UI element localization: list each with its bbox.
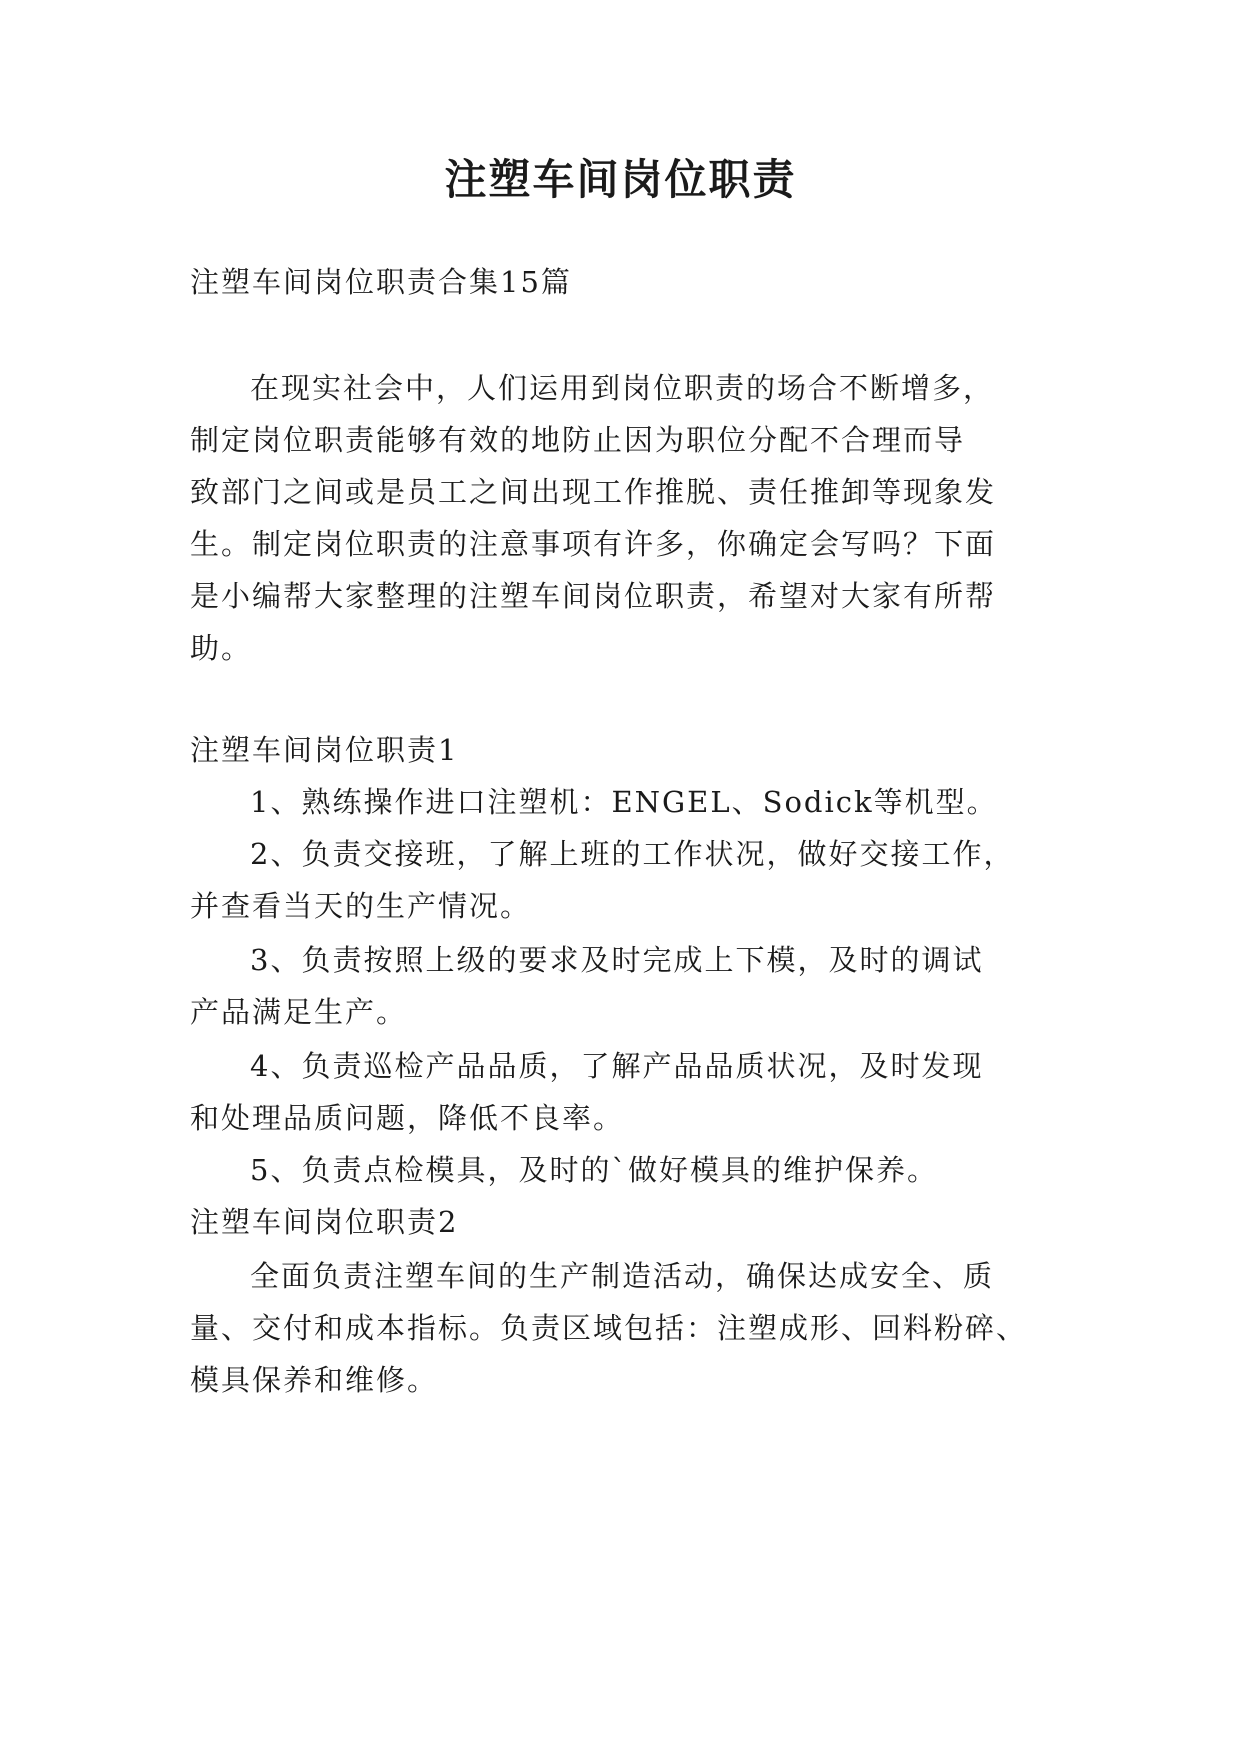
section1-line: 3、负责按照上级的要求及时完成上下模，及时的调试 [250, 943, 984, 977]
section1-line: 产品满足生产。 [190, 995, 408, 1029]
intro-line: 是小编帮大家整理的注塑车间岗位职责，希望对大家有所帮 [190, 579, 997, 613]
section1-line: 1、熟练操作进口注塑机：ENGEL、Sodick等机型。 [250, 785, 998, 819]
section2-line: 全面负责注塑车间的生产制造活动，确保达成安全、质 [250, 1259, 995, 1293]
section-heading-2: 注塑车间岗位职责2 [190, 1205, 459, 1239]
section1-line: 4、负责巡检产品品质，了解产品品质状况，及时发现 [250, 1049, 984, 1083]
section-heading-1: 注塑车间岗位职责1 [190, 733, 459, 767]
section1-line: 5、负责点检模具，及时的`做好模具的维护保养。 [250, 1153, 938, 1187]
section1-line: 2、负责交接班，了解上班的工作状况，做好交接工作， [250, 837, 1015, 871]
document-subtitle: 注塑车间岗位职责合集15篇 [190, 265, 572, 299]
section2-line: 量、交付和成本指标。负责区域包括：注塑成形、回料粉碎、 [190, 1311, 1028, 1345]
intro-line: 致部门之间或是员工之间出现工作推脱、责任推卸等现象发 [190, 475, 997, 509]
section2-line: 模具保养和维修。 [190, 1363, 439, 1397]
intro-line: 助。 [190, 631, 253, 665]
intro-line: 生。制定岗位职责的注意事项有许多，你确定会写吗？下面 [190, 527, 997, 561]
section1-line: 和处理品质问题，降低不良率。 [190, 1101, 625, 1135]
intro-line: 在现实社会中，人们运用到岗位职责的场合不断增多， [250, 371, 995, 405]
document-title: 注塑车间岗位职责 [444, 155, 797, 204]
intro-line: 制定岗位职责能够有效的地防止因为职位分配不合理而导 [190, 423, 966, 457]
section1-line: 并查看当天的生产情况。 [190, 889, 532, 923]
